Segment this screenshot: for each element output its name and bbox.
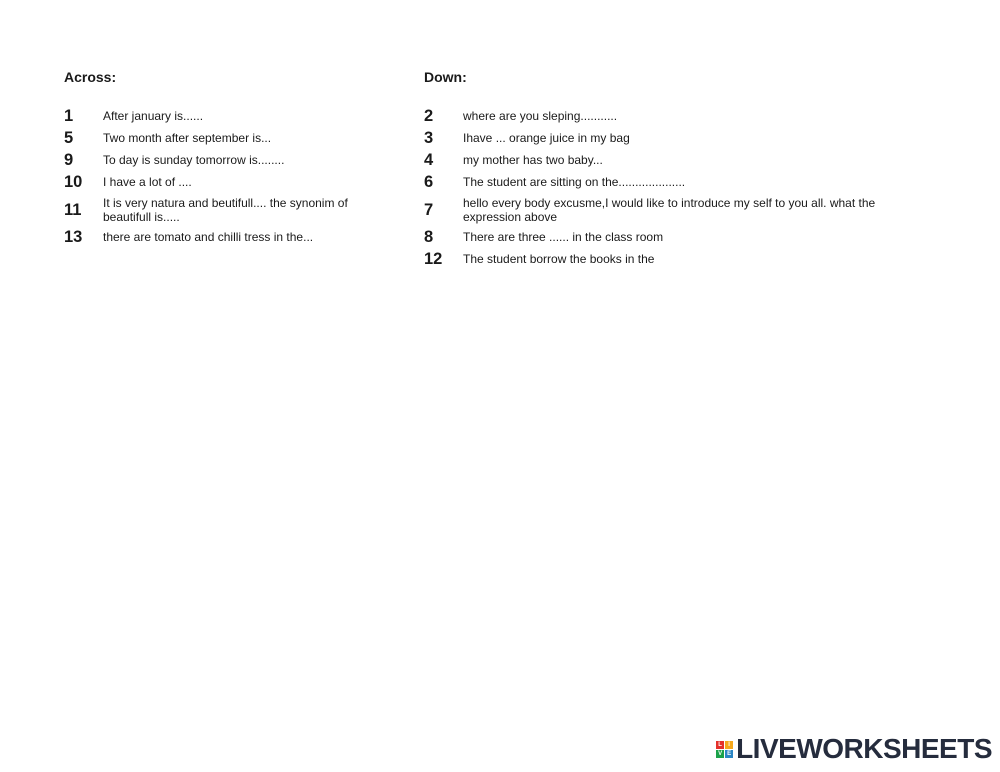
across-clue <box>64 226 364 248</box>
clue-text: After january is...... <box>103 109 204 123</box>
clue-number: 9 <box>64 151 74 169</box>
across-section <box>64 68 364 248</box>
clue-number: 7 <box>424 200 434 219</box>
clue-text: Two month after september is... <box>103 131 272 145</box>
live-blocks-icon <box>716 741 733 758</box>
across-clue <box>64 193 364 226</box>
down-clue <box>424 193 904 226</box>
clue-number: 4 <box>424 151 434 169</box>
clue-number: 10 <box>64 173 83 191</box>
logo-block-v: V <box>718 750 723 757</box>
clue-number: 12 <box>424 250 443 268</box>
brand-name: LIVEWORKSHEETS <box>736 733 992 764</box>
down-section <box>424 68 904 270</box>
clue-text: hello every body excusme,I would like to introduce my self to you all. what the expression above <box>463 195 876 224</box>
logo-block-l: L <box>716 741 724 749</box>
across-heading: Across: <box>64 69 117 85</box>
across-clue <box>64 105 364 127</box>
clue-number: 11 <box>64 200 82 219</box>
logo-block-i: I <box>725 741 733 749</box>
down-clue <box>424 226 904 248</box>
clue-text: It is very natura and beutifull.... the synonim of beautifull is..... <box>103 195 348 224</box>
clue-text: Ihave ... orange juice in my bag <box>463 131 630 145</box>
clue-number: 5 <box>64 129 74 147</box>
down-clue <box>424 149 904 171</box>
clue-number: 2 <box>424 107 434 125</box>
down-clue <box>424 105 904 127</box>
clue-text: there are tomato and chilli tress in the... <box>103 230 314 244</box>
down-clue <box>424 248 904 270</box>
clue-number: 1 <box>64 107 74 125</box>
clue-text: There are three ...... in the class room <box>463 230 664 244</box>
clue-number: 8 <box>424 228 434 246</box>
clue-text: I have a lot of .... <box>103 175 192 189</box>
clue-number: 3 <box>424 129 434 147</box>
down-clue <box>424 171 904 193</box>
clue-text: where are you sleping........... <box>463 109 618 123</box>
clue-number: 6 <box>424 173 434 191</box>
across-clue <box>64 127 364 149</box>
down-heading: Down: <box>424 69 467 85</box>
across-clue <box>64 171 364 193</box>
across-clue <box>64 149 364 171</box>
clue-text: The student are sitting on the.................... <box>463 175 686 189</box>
clue-text: my mother has two baby... <box>463 153 603 167</box>
logo-block-e: E <box>727 750 732 757</box>
clue-number: 13 <box>64 228 83 246</box>
clue-text: The student borrow the books in the <box>463 252 655 266</box>
clue-text: To day is sunday tomorrow is........ <box>103 153 285 167</box>
down-clue <box>424 127 904 149</box>
liveworksheets-logo <box>716 733 992 765</box>
